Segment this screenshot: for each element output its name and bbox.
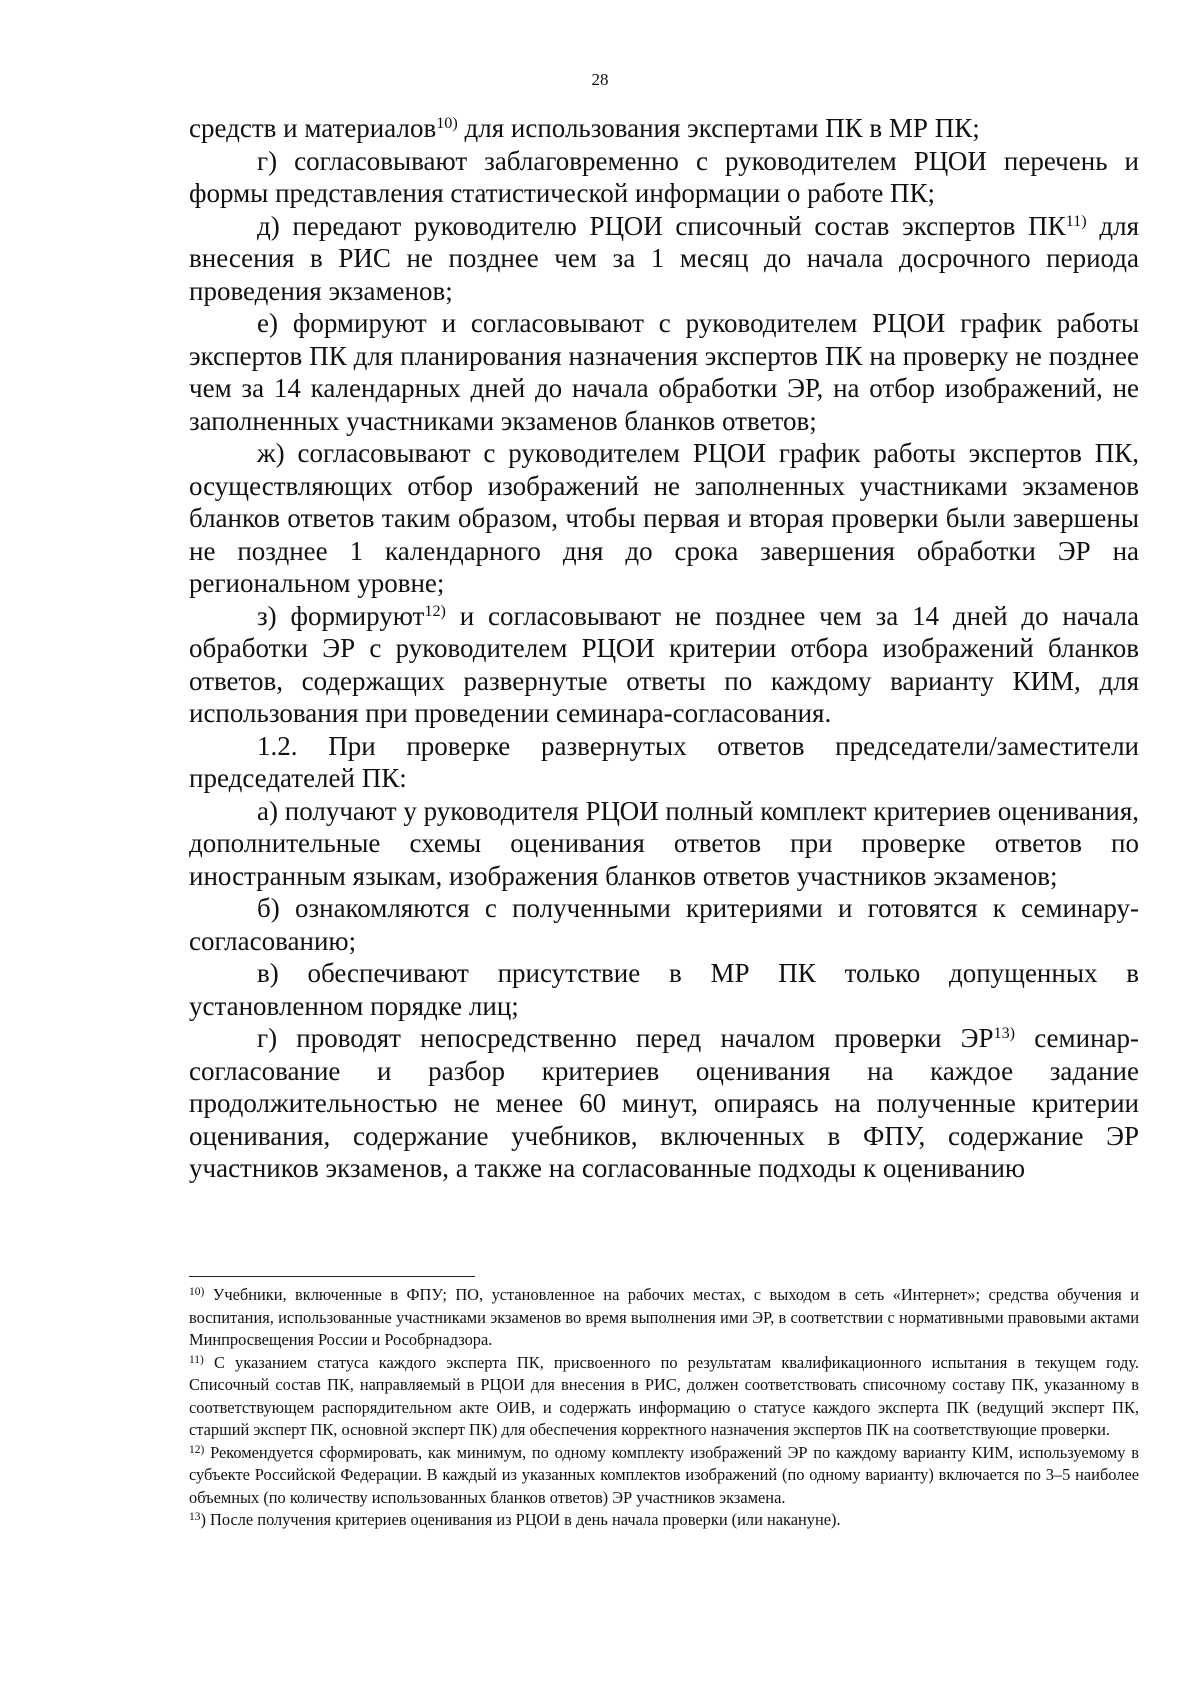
paragraph-item-a — [189, 795, 1139, 893]
paragraph-item-d — [189, 210, 1139, 308]
footnotes — [189, 1284, 1139, 1532]
paragraph-item-g — [189, 145, 1139, 210]
paragraph-item-v — [189, 957, 1139, 1022]
text-run: б) ознакомляются с полученными критериями и готовятся к семинару-согласованию; — [189, 893, 1139, 956]
paragraph-item-g2 — [189, 1022, 1139, 1185]
footnote-mark: 11) — [189, 1353, 204, 1366]
footnote-ref-12: 12) — [424, 601, 446, 620]
footnote-ref-10: 10) — [436, 114, 458, 133]
footnote-13 — [189, 1509, 1139, 1532]
text-run: и согласовывают не позднее чем за 14 дней до начала обработки ЭР с руководителем РЦОИ критерии отбора изображений бланков ответов, содержащих развернутые ответы по каждому варианту КИМ, для использования при проведении семинара-согласования. — [189, 600, 1139, 728]
footnote-mark: 13 — [189, 1510, 201, 1523]
footnote-mark: 10) — [189, 1285, 205, 1298]
text-run: з) формируют — [257, 600, 425, 631]
text-run: для использования экспертами ПК в МР ПК; — [457, 113, 980, 143]
footnote-12 — [189, 1442, 1139, 1510]
footnote-ref-13: 13) — [993, 1024, 1016, 1043]
page-number: 28 — [591, 70, 609, 89]
paragraph-item-b — [189, 892, 1139, 957]
footnote-text: С указанием статуса каждого эксперта ПК, присвоенного по результатам квалификационного испытания в текущем году. Списочный состав ПК, направляемый в РЦОИ для внесения в РИС, должен соответствовать списочному составу ПК, указанному в соответствующем распорядительном акте ОИВ, и содержать информацию о статусе каждого эксперта ПК (ведущий эксперт ПК, старший эксперт ПК, основной эксперт ПК) для обеспечения корректного назначения экспертов ПК на соответствующие проверки. — [189, 1352, 1139, 1439]
text-run: в) обеспечивают присутствие в МР ПК только допущенных в установленном порядке лиц; — [189, 958, 1139, 1021]
footnote-text: Учебники, включенные в ФПУ; ПО, установленное на рабочих местах, с выходом в сеть «Интернет»; средства обучения и воспитания, использованные участниками экзаменов во время выполнения ими ЭР, в соответствии с нормативными правовыми актами Минпросвещения России и Рособрнадзора. — [189, 1285, 1139, 1349]
text-run: г) проводят непосредственно перед началом проверки ЭР — [257, 1023, 994, 1053]
text-run: г) согласовывают заблаговременно с руководителем РЦОИ перечень и формы представления статистической информации о работе ПК; — [189, 145, 1139, 208]
text-run: д) передают руководителю РЦОИ списочный состав экспертов ПК — [257, 210, 1066, 241]
paragraph-item-zh — [189, 437, 1139, 600]
text-run: е) формируют и согласовывают с руководителем РЦОИ график работы экспертов ПК для планирования назначения экспертов ПК на проверку не позднее чем за 14 календарных дней до начала обработки ЭР, на отбор изображений, не заполненных участниками экзаменов бланков ответов; — [189, 308, 1139, 436]
paragraph-item-z — [189, 600, 1139, 730]
text-run: 1.2. При проверке развернутых ответов председатели/заместители председателей ПК: — [189, 730, 1139, 793]
footnote-text: ) После получения критериев оценивания из РЦОИ в день начала проверки (или накануне). — [200, 1510, 841, 1529]
footnote-ref-11: 11) — [1065, 211, 1087, 230]
paragraph-continuation — [189, 112, 1139, 145]
text-run: для внесения в РИС не позднее чем за 1 месяц до начала досрочного периода проведения экзаменов; — [189, 210, 1140, 306]
text-run: ж) согласовывают с руководителем РЦОИ график работы экспертов ПК, осуществляющих отбор изображений не заполненных участниками экзаменов бланков ответов таким образом, чтобы первая и вторая проверки были завершены не позднее 1 календарного дня до срока завершения обработки ЭР на региональном уровне; — [189, 438, 1139, 598]
paragraph-section-1-2 — [189, 730, 1139, 795]
footnote-text: Рекомендуется сформировать, как минимум, по одному комплекту изображений ЭР по каждому варианту КИМ, используемому в субъекте Российской Федерации. В каждый из указанных комплектов изображений (по одному варианту) включается по 3–5 наиболее объемных (по количеству использованных бланков ответов) ЭР участников экзамена. — [189, 1442, 1139, 1507]
body-text — [189, 112, 1139, 1185]
paragraph-item-e — [189, 307, 1139, 437]
footnote-mark: 12) — [189, 1443, 205, 1456]
footnote-11 — [189, 1352, 1139, 1442]
text-run: семинар-согласование и разбор критериев оценивания на каждое задание продолжительностью не менее 60 минут, опираясь на полученные критерии оценивания, содержание учебников, включенных в ФПУ, содержание ЭР участников экзаменов, а также на согласованные подходы к оцениванию — [189, 1023, 1139, 1183]
text-run: средств и материалов — [189, 113, 437, 143]
footnote-separator — [189, 1276, 475, 1277]
text-run: а) получают у руководителя РЦОИ полный комплект критериев оценивания, дополнительные схемы оценивания ответов при проверке ответов по иностранным языкам, изображения бланков ответов участников экзаменов; — [189, 795, 1139, 891]
footnote-10 — [189, 1284, 1139, 1352]
